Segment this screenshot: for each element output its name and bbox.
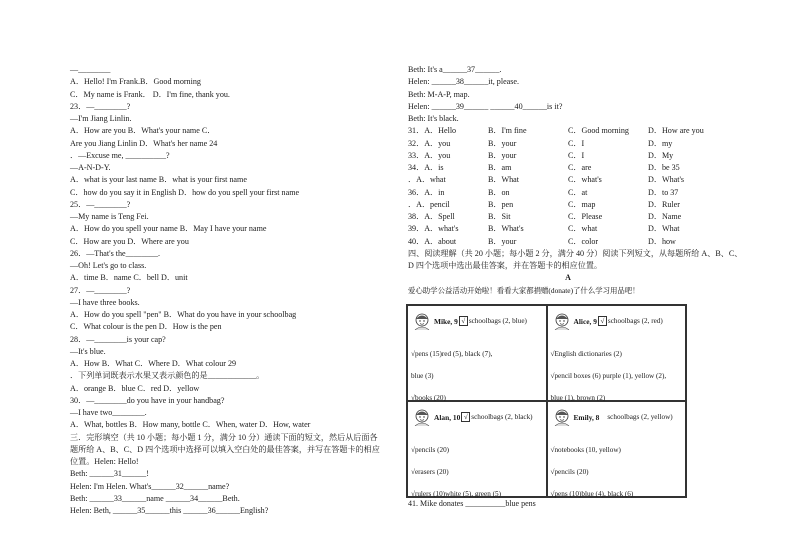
text-line: —I'm Jiang Linlin. (70, 114, 132, 123)
option-row (408, 125, 728, 137)
option-choice: B．on (488, 187, 510, 197)
option-choice: 34．A．is (408, 163, 444, 172)
text-line: 26．—That's the________. (70, 248, 161, 258)
donor-cell (547, 305, 687, 401)
option-choice: D．What (648, 224, 680, 234)
text-line: Helen: ______39______ ______40______is it? (408, 101, 563, 111)
donation-item: √pens (15)red (5), black (7), (411, 350, 493, 358)
text-line: A．How are you B．What's your name C． (70, 126, 216, 136)
donor-cell (407, 305, 547, 401)
donor-header (412, 408, 533, 426)
option-choice: C．are (568, 163, 592, 172)
text-line: 30．—________do you have in your handbag? (70, 395, 225, 405)
text-line: Beth: It's black. (408, 114, 459, 123)
option-choice: 40．A．about (408, 236, 457, 246)
option-choice: C．at (568, 187, 588, 197)
option-choice: 39．A．what's (408, 224, 459, 234)
left-column (70, 64, 400, 517)
option-choice: D．how (648, 236, 676, 246)
text-line: Helen: Beth, ______35______this ______36______English? (70, 506, 269, 515)
option-choice: D．my (648, 138, 673, 148)
text-line: Helen: I'm Helen. What's______32______name? (70, 481, 230, 491)
reading-section-intro (408, 248, 743, 273)
option-row (408, 211, 728, 223)
student-avatar-icon (412, 312, 432, 330)
text-line: A．orange B．blue C．red D．yellow (70, 383, 200, 393)
option-row (408, 199, 728, 211)
text-line: C．How are you D．Where are you (70, 236, 189, 246)
donor-header (552, 408, 673, 426)
donation-item: √English dictionaries (2) (550, 350, 622, 358)
cloze-options (408, 125, 728, 248)
donor-name: Alice, 9 (573, 316, 597, 326)
option-choice: D．Ruler (648, 199, 680, 209)
option-choice: 32．A．you (408, 138, 451, 148)
text-line: Are you Jiang Linlin D．What's her name 24 (70, 138, 218, 148)
donation-item: √erasers (20) (411, 468, 449, 476)
option-row (408, 150, 728, 162)
text-line: —It's blue. (70, 346, 106, 356)
text-line: A．How do you spell your name B．May I have your name (70, 224, 267, 234)
text-line: D 四个选项中选出最佳答案，并在答题卡的相应位置。 (408, 261, 603, 270)
donation-table (406, 304, 687, 498)
text-line: C．What colour is the pen D．How is the pen (70, 322, 222, 332)
text-line: 25．—________? (70, 199, 131, 209)
option-choice: ．A．pencil (408, 199, 450, 209)
option-choice: 33．A．you (408, 150, 451, 160)
donation-banner: 爱心助学公益活动开始啦！看看大家都捐赠(donate)了什么学习用品吧！ (408, 286, 640, 296)
option-choice: B．your (488, 236, 517, 246)
checkbox-icon: √ (459, 316, 468, 326)
option-row (408, 236, 728, 248)
text-line: C．how do you say it in English D．how do you spell your first name (70, 187, 300, 197)
text-line: ．—Excuse me, __________? (70, 150, 170, 160)
option-row (408, 187, 728, 199)
donation-item: √pens (10)blue (4), black (6) (550, 490, 634, 498)
donation-item: blue (3) (411, 372, 434, 380)
text-line: Helen: ______38______it, please. (408, 77, 520, 87)
text-line: A．What, bottles B．How many, bottle C．When, water D．How, water (70, 420, 311, 430)
option-choice: C．Please (568, 212, 603, 221)
checkbox-icon: √ (598, 316, 607, 326)
text-line: A．Hello! I'm Frank.B．Good morning (70, 77, 201, 87)
text-line: 四、阅读理解（共 20 小题；每小题 2 分，满分 40 分）阅读下列短文，从每题所给 A、B、C、 (408, 248, 743, 258)
text-line: —________ (70, 65, 111, 74)
donation-item: schoolbags (2, blue) (468, 317, 527, 325)
option-choice: B．What (488, 175, 520, 185)
option-choice: C．I (568, 150, 585, 160)
text-line: Beth: ______33______name ______34______Beth. (70, 493, 240, 503)
option-choice: B．your (488, 138, 517, 148)
donor-name: Mike, 9 (434, 316, 458, 326)
donation-item: √rulers (10)white (5), green (5) (411, 490, 501, 498)
text-line: A．How do you spell "pen" B．What do you have in your schoolbag (70, 310, 297, 319)
option-choice: B．I'm fine (488, 126, 527, 136)
donation-item: blue (1), brown (2) (550, 394, 606, 402)
text-line: —A-N-D-Y. (70, 163, 111, 172)
donation-item: schoolbags (2, yellow) (607, 413, 673, 421)
donation-item: schoolbags (2, black) (471, 413, 533, 421)
text-line: Beth: M-A-P, map. (408, 89, 470, 99)
passage-heading: A (565, 273, 571, 283)
donation-item: √pencils (20) (550, 468, 589, 476)
option-choice: D．be 35 (648, 163, 680, 172)
option-choice: D．to 37 (648, 187, 679, 197)
text-line: —I have three books. (70, 297, 140, 307)
student-avatar-icon (412, 408, 432, 426)
donor-header (552, 312, 663, 330)
donor-cell (547, 401, 687, 497)
donation-item: √pencils (20) (411, 446, 450, 454)
text-line: 27．—________? (70, 285, 131, 295)
dialogue-continuation (408, 64, 728, 125)
option-choice: C．I (568, 138, 585, 148)
donation-item: schoolbags (2, red) (607, 317, 663, 325)
option-choice: C．map (568, 199, 596, 209)
option-row (408, 174, 728, 186)
option-choice: B．Sit (488, 212, 511, 221)
option-choice: B．pen (488, 199, 514, 209)
text-line: 23．—________? (70, 101, 131, 111)
option-choice: C．what (568, 224, 598, 234)
option-choice: D．What's (648, 175, 685, 185)
text-line: 28．—________is your cap? (70, 334, 166, 344)
option-choice: 36．A．in (408, 187, 445, 197)
option-choice: B．am (488, 163, 512, 172)
text-line: —I have two________. (70, 408, 147, 417)
text-line: A．what is your last name B．what is your first name (70, 175, 247, 185)
option-choice: C．Good morning (568, 126, 629, 136)
option-choice: 38．A．Spell (408, 212, 455, 221)
option-choice: D．How are you (648, 126, 704, 136)
text-line: 三．完形填空（共 10 小题；每小题 1 分，满分 10 分）通读下面的短文，然后从后面各 (70, 432, 378, 442)
text-line: ．下列单词既表示水果又表示颜色的是____________。 (70, 371, 265, 381)
question-41: 41. Mike donates __________blue pens (408, 499, 536, 508)
option-choice: C．what's (568, 175, 602, 185)
checkbox-icon: √ (461, 412, 470, 422)
student-avatar-icon (552, 408, 572, 426)
text-line: Beth: It's a______37______. (408, 65, 502, 74)
option-row (408, 138, 728, 150)
text-line: 位置。Helen: Hello! (70, 457, 139, 466)
option-choice: B．your (488, 150, 517, 160)
donor-name: Emily, 8 (573, 412, 600, 422)
right-column (408, 64, 743, 298)
donor-name: Alan, 10 (434, 412, 461, 422)
text-line: 题所给 A、B、C、D 四个选项中选择可以填入空白处的最佳答案，并写在答题卡的相应 (70, 444, 380, 454)
donor-header (412, 312, 527, 330)
donation-item: √books (20) (411, 394, 446, 402)
text-line: —Oh! Let's go to class. (70, 261, 147, 270)
option-choice: ．A．what (408, 175, 446, 185)
donor-cell (407, 401, 547, 497)
text-line: —My name is Teng Fei. (70, 212, 149, 221)
option-row (408, 223, 728, 235)
student-avatar-icon (552, 312, 572, 330)
option-row (408, 162, 728, 174)
text-line: Beth: ______31______! (70, 469, 149, 479)
text-line: A．How B．What C．Where D．What colour 29 (70, 359, 237, 368)
option-choice: C．color (568, 236, 599, 246)
option-choice: B．What's (488, 224, 524, 234)
option-choice: 31．A．Hello (408, 126, 457, 136)
text-line: C．My name is Frank． D．I'm fine, thank you. (70, 89, 230, 99)
donation-item: √notebooks (10, yellow) (550, 446, 621, 454)
text-line: A．time B．name C．bell D．unit (70, 273, 188, 283)
donation-item: √pencil boxes (6) purple (1), yellow (2), (550, 372, 667, 380)
option-choice: D．My (648, 150, 674, 160)
option-choice: D．Name (648, 212, 682, 221)
